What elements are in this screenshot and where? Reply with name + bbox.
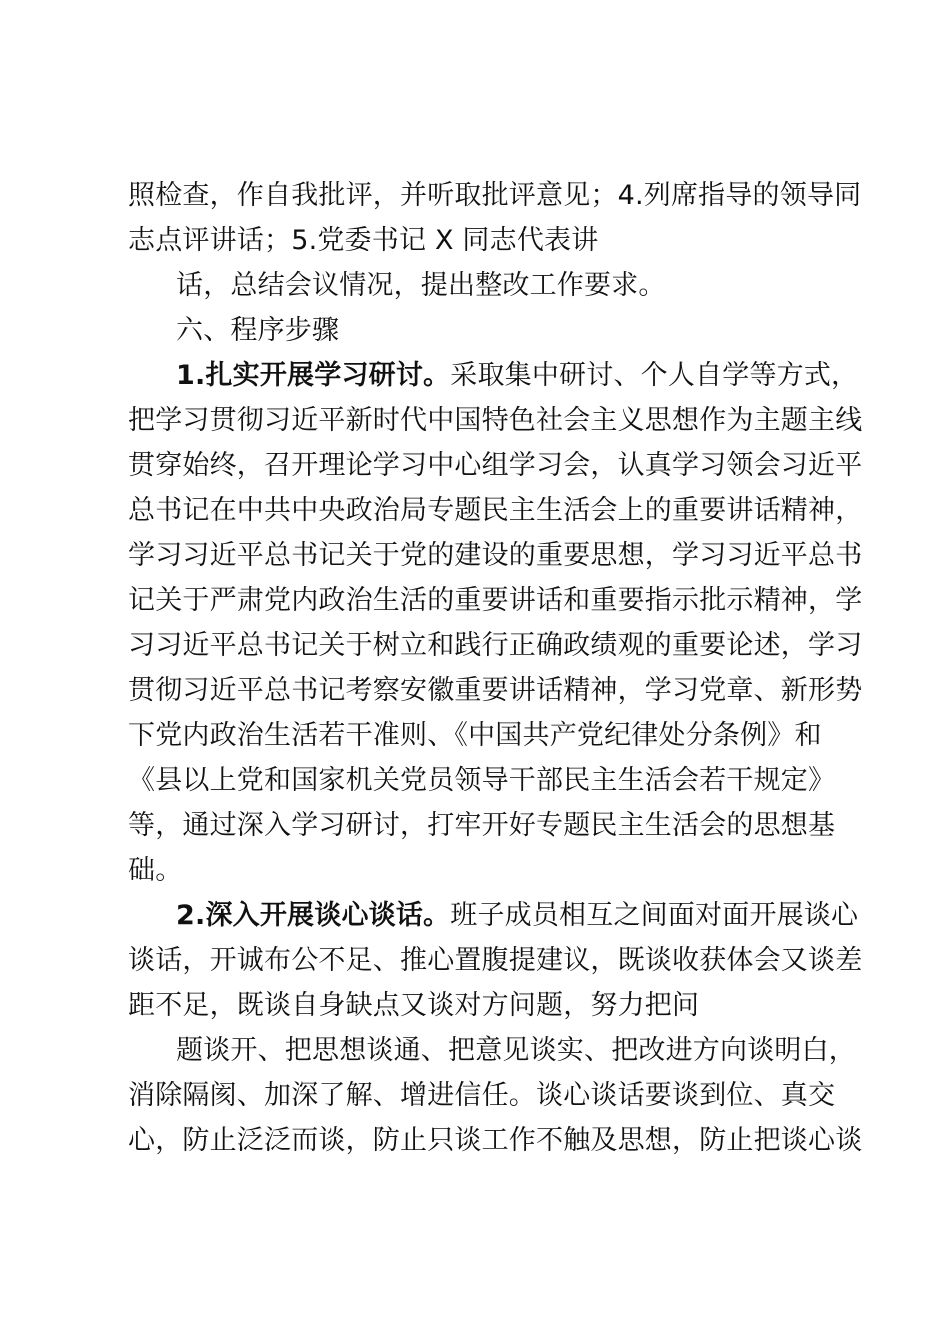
item-heading-1: 1.扎实开展学习研讨。 [176,360,451,391]
paragraph-line: 贯彻习近平总书记考察安徽重要讲话精神，学习党章、新形势 [128,675,863,706]
section-heading: 六、程序步骤 [176,315,340,346]
paragraph-line: 础。 [128,855,183,886]
paragraph-line: 照检查，作自我批评，并听取批评意见；4.列席指导的领导同 [128,180,862,211]
paragraph-line: 《县以上党和国家机关党员领导干部民主生活会若干规定》 [128,765,836,796]
paragraph-line-with-heading [176,896,858,936]
item-heading-2: 2.深入开展谈心谈话。 [176,900,451,931]
paragraph-line: 谈话，开诚布公不足、推心置腹提建议，既谈收获体会又谈差 [128,945,863,976]
paragraph-line: 志点评讲话；5.党委书记 X 同志代表讲 [128,225,599,256]
paragraph-line: 消除隔阂、加深了解、增进信任。谈心谈话要谈到位、真交 [128,1080,836,1111]
paragraph-line: 话，总结会议情况，提出整改工作要求。 [176,270,666,301]
paragraph-line: 总书记在中共中央政治局专题民主生活会上的重要讲话精神， [128,495,863,526]
paragraph-line: 下党内政治生活若干准则、《中国共产党纪律处分条例》和 [128,720,822,751]
paragraph-line: 等，通过深入学习研讨，打牢开好专题民主生活会的思想基 [128,810,836,841]
paragraph-line: 贯穿始终，召开理论学习中心组学习会，认真学习领会习近平 [128,450,863,481]
paragraph-line: 距不足，既谈自身缺点又谈对方问题，努力把问 [128,990,700,1021]
paragraph-line: 题谈开、把思想谈通、把意见谈实、把改进方向谈明白， [176,1035,856,1066]
paragraph-line: 习习近平总书记关于树立和践行正确政绩观的重要论述，学习 [128,630,863,661]
paragraph-text: 采取集中研讨、个人自学等方式， [450,360,859,391]
paragraph-line: 心，防止泛泛而谈，防止只谈工作不触及思想，防止把谈心谈 [128,1125,863,1156]
paragraph-line-with-heading [176,356,858,396]
paragraph-line: 学习习近平总书记关于党的建设的重要思想，学习习近平总书 [128,540,863,571]
paragraph-line: 记关于严肃党内政治生活的重要讲话和重要指示批示精神，学 [128,585,863,616]
paragraph-text: 班子成员相互之间面对面开展谈心 [450,900,859,931]
paragraph-line: 把学习贯彻习近平新时代中国特色社会主义思想作为主题主线 [128,405,863,436]
